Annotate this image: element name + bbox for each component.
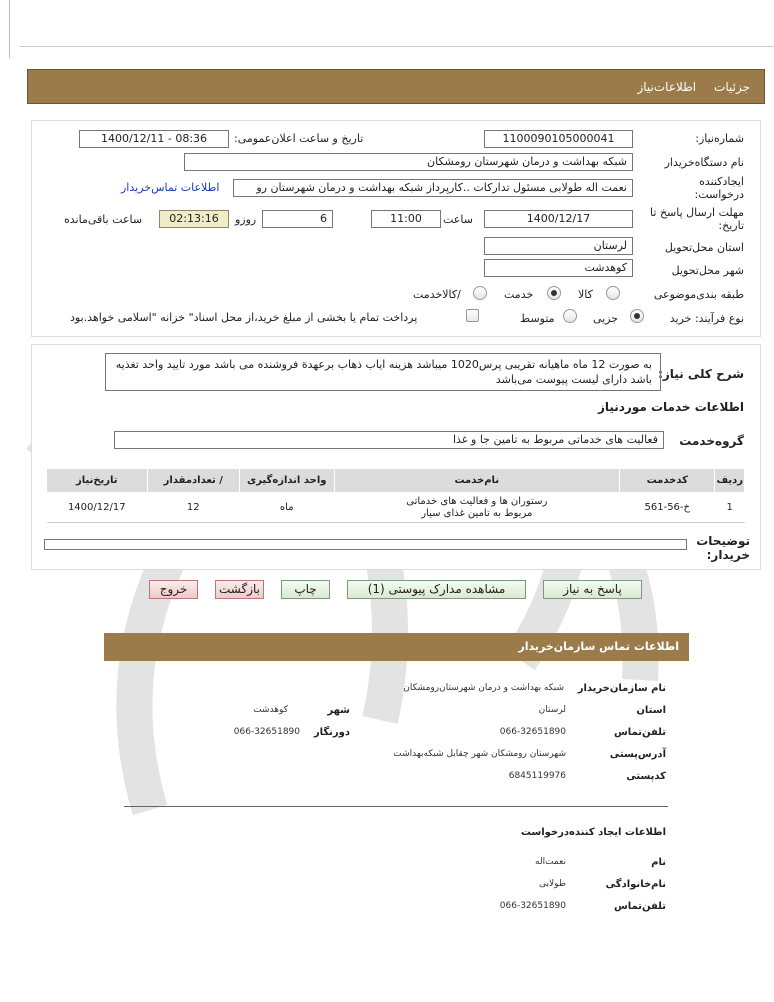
contact-phone-label: تلفن‌تماس (613, 727, 666, 738)
col-quantity: / تعدادمقدار (147, 469, 240, 493)
city-field: کوهدشت (484, 259, 633, 277)
col-service-name: نام‌خدمت (334, 469, 620, 493)
contact-city-label: شهر (327, 705, 350, 716)
deadline-time-field: 11:00 (371, 210, 441, 228)
cell-quantity: 12 (147, 493, 240, 523)
col-row: ردیف (715, 469, 745, 493)
exit-button[interactable]: خروج (149, 580, 198, 599)
reply-button[interactable]: پاسخ به نیاز (543, 580, 642, 599)
treasury-payment-note: پرداخت تمام یا بخشی از مبلغ خرید،از محل اسناد" خزانه "اسلامی خواهد.بود (70, 311, 418, 324)
contact-divider (124, 806, 668, 807)
contact-org-value: شبکه بهداشت و درمان شهرستان‌رومشکان (403, 683, 564, 693)
contact-address-value: شهرستان رومشکان شهر چقابل شبکه‌بهداشت (393, 749, 566, 759)
tab-details[interactable]: جزئیات (714, 79, 750, 94)
province-field: لرستان (484, 237, 633, 255)
contact-province-value: لرستان (538, 705, 566, 715)
category-label: طبقه بندی‌موضوعی (653, 288, 744, 301)
back-button[interactable]: بازگشت (215, 580, 264, 599)
buyer-contact-link[interactable]: اطلاعات تماس‌خریدار (121, 181, 220, 194)
category-radio-goods-service[interactable] (473, 286, 487, 300)
creator-phone-label: تلفن‌تماس (613, 901, 666, 912)
buyer-notes-label: توضیحات خریدار: (696, 534, 750, 562)
col-code: کدخدمت (620, 469, 715, 493)
description-label: شرح کلی نیاز: (658, 367, 744, 381)
contact-phone-value: 066-32651890 (499, 727, 566, 737)
buyer-contact-header: اطلاعات تماس سازمان‌خریدار (104, 633, 689, 661)
announce-date-field: 1400/12/11 - 08:36 (79, 130, 229, 148)
category-radio-goods[interactable] (606, 286, 620, 300)
services-title: اطلاعات خدمات موردنیاز (597, 400, 744, 414)
creator-phone-value: 066-32651890 (499, 901, 566, 911)
cell-row: 1 (715, 493, 745, 523)
creator-family-value: طولابی (539, 879, 566, 889)
creator-family-label: نام‌خانوادگی (605, 879, 666, 890)
print-button[interactable]: چاپ (281, 580, 330, 599)
creator-name-value: نعمت‌اله (535, 857, 566, 867)
deadline-time-label: ساعت (443, 213, 473, 226)
process-option-medium: متوسط (520, 312, 555, 325)
province-label: استان محل‌تحویل (664, 241, 744, 254)
service-group-label: گروه‌خدمت (679, 434, 744, 448)
category-option-service: خدمت (504, 288, 534, 301)
contact-address-label: آدرس‌پستی (609, 749, 666, 760)
cell-unit: ماه (240, 493, 334, 523)
creator-field: نعمت اله طولابی مسئول تدارکات ..کارپرداز شبکه بهداشت و درمان شهرستان رو (233, 179, 633, 197)
header-bar (27, 69, 765, 104)
contact-org-label: نام سازمان‌خریدار (577, 683, 666, 694)
process-radio-minor[interactable] (630, 309, 644, 323)
city-label: شهر محل‌تحویل (671, 264, 744, 277)
col-unit: واحد اندازه‌گیری (240, 469, 334, 493)
remaining-time-display: 02:13:16 (159, 210, 229, 228)
creator-label: ایجادکننده درخواست: (694, 175, 744, 201)
process-option-minor: جزیی (593, 312, 619, 325)
contact-province-label: استان (636, 705, 666, 716)
buyer-org-field: شبکه بهداشت و درمان شهرستان رومشکان (184, 153, 633, 171)
table-header-row (47, 469, 745, 493)
cell-service-name: رستوران ها و فعالیت های خدماتی مربوط به تامین غذای سیار (334, 493, 620, 523)
cell-code: خ-56-561 (620, 493, 715, 523)
need-number-label: شماره‌نیاز: (695, 132, 744, 145)
buyer-notes-field (44, 539, 687, 550)
table-row (47, 493, 745, 523)
category-option-goods: کالا (578, 288, 593, 301)
need-number-field: 1100090105000041 (484, 130, 633, 148)
process-type-label: نوع فرآیند: خرید (669, 312, 744, 325)
frame-top-line (20, 46, 774, 47)
category-radio-service[interactable] (547, 286, 561, 300)
service-group-field: فعالیت های خدماتی مربوط به تامین جا و غذا (114, 431, 664, 449)
days-field: 6 (262, 210, 333, 228)
frame-left-line (9, 0, 10, 58)
contact-postal-value: 6845119976 (508, 771, 566, 781)
col-need-date: تاریخ‌نیاز (47, 469, 148, 493)
contact-postal-label: کدپستی (626, 771, 666, 782)
days-label: روزو (235, 213, 257, 226)
attachments-button[interactable]: مشاهده مدارک پیوستی (1) (347, 580, 526, 599)
creator-info-title: اطلاعات ایجاد کننده‌درخواست (520, 827, 666, 838)
contact-city-value: کوهدشت (253, 705, 288, 715)
creator-name-label: نام (651, 857, 666, 868)
deadline-date-field: 1400/12/17 (484, 210, 633, 228)
description-box: به صورت 12 ماه ماهیانه تقریبی پرس1020 میباشد هزینه ایاب ذهاب برعهدة فروشنده می باشد مورد تایید واحد تغذیه باشد دارای لیست پیوست می‌باشد (105, 353, 661, 391)
category-option-goods-service: /کالاخدمت (413, 288, 461, 301)
announce-date-label: تاریخ و ساعت اعلان‌عمومی: (234, 132, 364, 145)
tab-need-info[interactable]: اطلاعات‌نیاز (637, 79, 697, 94)
treasury-payment-checkbox[interactable] (466, 309, 479, 322)
buyer-org-label: نام دستگاه‌خریدار (664, 156, 744, 169)
services-table (46, 468, 745, 523)
remaining-time-label: ساعت باقی‌مانده (64, 213, 143, 226)
contact-fax-label: دورنگار (313, 727, 350, 738)
process-radio-medium[interactable] (563, 309, 577, 323)
contact-fax-value: 066-32651890 (233, 727, 300, 737)
cell-need-date: 1400/12/17 (47, 493, 148, 523)
deadline-label: مهلت ارسال پاسخ تا تاریخ: (650, 206, 744, 232)
